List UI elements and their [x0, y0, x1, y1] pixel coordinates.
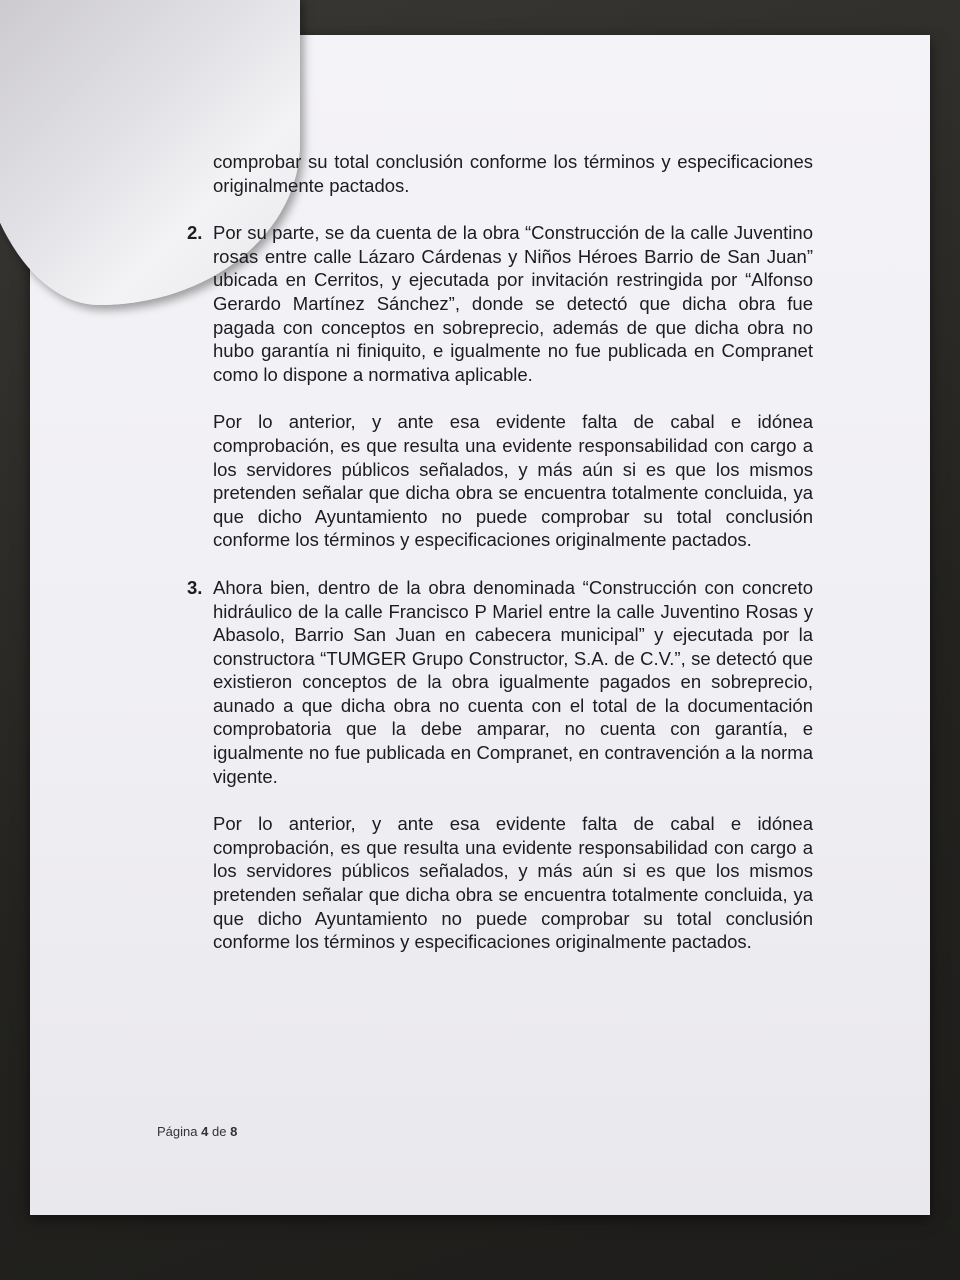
item-paragraph: Ahora bien, dentro de la obra denominada “Construcción con concreto hidráulico de la calle Francisco P Mariel entre la calle Juventino Rosas y Abasolo, Barrio San Juan en cabecera municipal” y ejecutada por la constructora “TUMGER Grupo Constructor, S.A. de C.V.”, se detectó que existieron conceptos de la obra igualmente pagados en sobreprecio, aunado a que dicha obra no cuenta con el total de la documentación comprobatoria que la debe amparar, no cuenta con garantía, e igualmente no fue publicada en Compranet, en contravención a la norma vigente. — [213, 576, 813, 787]
current-page-number: 4 — [201, 1124, 209, 1139]
page-number-footer — [157, 1124, 237, 1139]
total-pages: 8 — [230, 1124, 238, 1139]
item-number: 3. — [187, 576, 203, 598]
carryover-paragraph: comprobar su total conclusión conforme los términos y especificaciones originalmente pactados. — [213, 151, 813, 196]
page-body — [187, 150, 813, 954]
page-separator: de — [211, 1124, 227, 1139]
followup-paragraph: Por lo anterior, y ante esa evidente falta de cabal e idónea comprobación, es que resulta una evidente responsabilidad con cargo a los servidores públicos señalados, y más aún si es que los mismos pretenden señalar que dicha obra se encuentra totalmente concluida, ya que dicho Ayuntamiento no puede comprobar su total conclusión conforme los términos y especificaciones originalmente pactados. — [213, 813, 813, 953]
page-label: Página — [157, 1124, 198, 1139]
item-number: 2. — [187, 222, 203, 244]
followup-paragraph: Por lo anterior, y ante esa evidente falta de cabal e idónea comprobación, es que resulta una evidente responsabilidad con cargo a los servidores públicos señalados, y más aún si es que los mismos pretenden señalar que dicha obra se encuentra totalmente concluida, ya que dicho Ayuntamiento no puede comprobar su total conclusión conforme los términos y especificaciones originalmente pactados. — [213, 411, 813, 551]
item-paragraph: Por su parte, se da cuenta de la obra “Construcción de la calle Juventino rosas entre calle Lázaro Cárdenas y Niños Héroes Barrio de San Juan” ubicada en Cerritos, y ejecutada por invitación restringida por “Alfonso Gerardo Martínez Sánchez”, donde se detectó que dicha obra fue pagada con conceptos en sobreprecio, además de que dicha obra no hubo garantía ni finiquito, e igualmente no fue publicada en Compranet como lo dispone a normativa aplicable. — [213, 222, 813, 385]
list-item-2 — [187, 221, 813, 386]
list-item-3 — [187, 576, 813, 788]
